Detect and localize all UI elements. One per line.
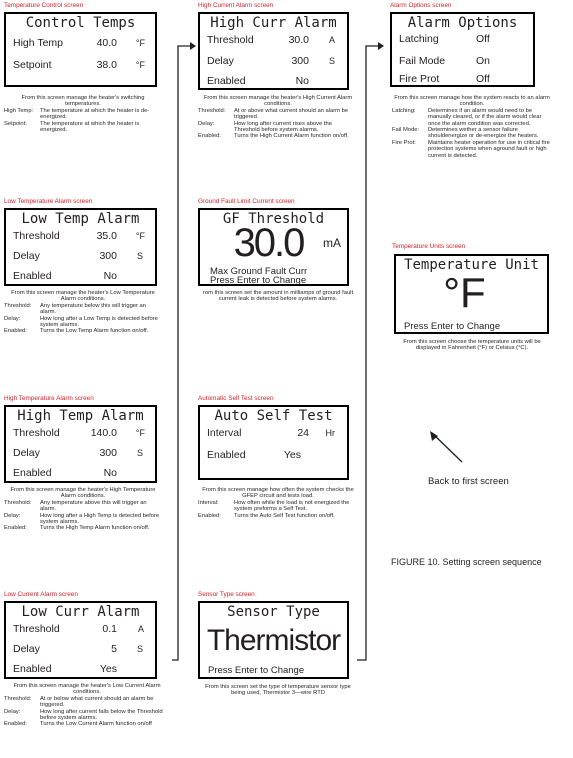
screen-title: Control Temps bbox=[25, 15, 136, 31]
row-label: Setpoint bbox=[13, 59, 52, 71]
interval-row: Interval 24 Hr bbox=[207, 427, 335, 439]
low-temp-caption: Low Temperature Alarm screen bbox=[4, 198, 93, 205]
enabled-row: Enabled No bbox=[207, 75, 309, 87]
fail-mode-row: Fail Mode On bbox=[399, 55, 491, 67]
gf-value: 30.0 bbox=[233, 221, 304, 265]
enabled-row: Enabled No bbox=[13, 270, 117, 282]
high-current-description: From this screen manage the heater's High Current Alarm conditions. Threshold: At or above what current should an alarm be triggered. Delay: How long after current rises above the Threshold before system alarms. Enabled: Turns the High Current Alarm function on/off. bbox=[198, 95, 353, 140]
high-current-screen bbox=[198, 12, 349, 90]
row-label: High Temp bbox=[13, 37, 63, 49]
screen-title: Alarm Options bbox=[407, 15, 518, 31]
delay-row: Delay 5 S bbox=[13, 643, 143, 655]
high-current-caption: High Current Alarm screen bbox=[198, 2, 274, 9]
arrowhead-col2 bbox=[190, 42, 196, 50]
screen-title: High Curr Alarm bbox=[210, 15, 337, 31]
row-unit: °F bbox=[135, 38, 145, 48]
threshold-row: Threshold 35.0 °F bbox=[13, 230, 145, 242]
threshold-row: Threshold 30.0 A bbox=[207, 34, 335, 46]
screen-title: Temperature Unit bbox=[404, 257, 539, 273]
description-item: High Temp: The temperature at which the heater is de-energized. bbox=[4, 107, 150, 121]
low-temp-description: From this screen manage the heater's Low Temperature Alarm conditions. Threshold: Any temperature below this will trigger an alarm. Delay: How long after a Low Temp is detected before system alarms. Enabled: Turns the Low Temp Alarm function on/off. bbox=[4, 290, 158, 335]
gf-unit: mA bbox=[323, 236, 341, 250]
gf-press-enter: Press Enter to Change bbox=[210, 275, 307, 286]
alarm-options-caption: Alarm Options screen bbox=[390, 2, 452, 9]
screen-title: Low Temp Alarm bbox=[21, 211, 140, 227]
description-intro: From this screen manage the heater's switching temperatures. bbox=[21, 95, 145, 108]
enabled-row: Enabled No bbox=[13, 467, 117, 479]
delay-row: Delay 300 S bbox=[13, 250, 143, 262]
back-to-first-label: Back to first screen bbox=[428, 476, 509, 487]
threshold-row: Threshold 0.1 A bbox=[13, 623, 144, 635]
temp-units-screen bbox=[394, 254, 549, 334]
temp-control-description bbox=[4, 95, 162, 133]
enabled-row: Enabled Yes bbox=[13, 663, 117, 675]
sensor-type-caption: Sensor Type screen bbox=[198, 591, 255, 598]
figure-caption: FIGURE 10. Setting screen sequence bbox=[391, 557, 542, 567]
arrowhead-col3 bbox=[378, 42, 384, 50]
description-item: Setpoint: The temperature at which the heater is energized. bbox=[4, 120, 140, 134]
sensor-type-description: From this screen set the type of temperature sensor type being used, Thermistor 3—wire RTD bbox=[205, 684, 351, 697]
self-test-screen bbox=[198, 405, 349, 480]
gf-threshold-description: rom this screen set the amount in milliamps of ground fault current leak is detected before system alarms. bbox=[202, 290, 354, 303]
gf-subtitle: Max Ground Fault Curr bbox=[210, 266, 308, 277]
screen-title: GF Threshold bbox=[222, 211, 325, 227]
high-temp-row bbox=[13, 36, 149, 50]
back-arrowhead bbox=[430, 431, 438, 441]
screen-title: High Temp Alarm bbox=[17, 408, 144, 424]
temp-units-description: From this screen choose the temperature units will be displayed in Fahrenheit (°F) or Celsius (°C). bbox=[403, 339, 541, 352]
connector-col2-col3 bbox=[357, 46, 378, 660]
screen-title: Sensor Type bbox=[227, 604, 320, 620]
sensor-type-screen bbox=[198, 601, 349, 679]
gf-threshold-caption: Ground Fault Limit Current screen bbox=[198, 198, 295, 205]
alarm-options-description: From this screen manage how the system reacts to an alarm condition. Latching: Determines if an alarm would need to be manually cleared, or if the alarm would clear once the alarm condition was corrected. Fail Mode: Determines wether a sensor failure shouldenergize or de-energize the heaters. Fire Prot: Maintains heater operation for use in critical fire protection systems when aground fault or high current is detected. bbox=[392, 95, 550, 159]
row-unit: °F bbox=[135, 60, 145, 70]
back-arrow-shaft bbox=[432, 433, 462, 462]
high-temp-caption: High Temperature Alarm screen bbox=[4, 395, 94, 402]
row-value: 40.0 bbox=[96, 37, 117, 49]
low-temp-screen bbox=[4, 208, 157, 286]
fire-prot-row: Fire Prot Off bbox=[399, 73, 490, 85]
low-current-description: From this screen manage the heater's Low Current Alarm conditions. Threshold: At or below what current should an alarm be triggered. Delay: How long after current falls below the Threshold before system alarms. Enabled: Turns the Low Current Alarm function on/off bbox=[4, 683, 163, 728]
high-temp-description: From this screen manage the heater's High Temperature Alarm conditions. Threshold: Any temperature above this will trigger an alarm. Delay: How long after a High Temp is detected before system alarms. Enabled: Turns the High Temp Alarm function on/off. bbox=[4, 487, 160, 532]
enabled-row: Enabled Yes bbox=[207, 449, 301, 461]
latching-row: Latching Off bbox=[399, 33, 490, 45]
self-test-caption: Automatic Self Test screen bbox=[198, 395, 274, 402]
connector-col1-col2 bbox=[172, 46, 190, 660]
setpoint-row bbox=[13, 58, 149, 72]
threshold-row: Threshold 140.0 °F bbox=[13, 427, 145, 439]
row-value: 38.0 bbox=[96, 59, 117, 71]
units-press-enter: Press Enter to Change bbox=[404, 321, 501, 332]
temp-control-caption: Temperature Control screen bbox=[4, 2, 84, 9]
temp-control-screen bbox=[4, 12, 157, 87]
alarm-options-screen bbox=[390, 12, 535, 87]
sensor-press-enter: Press Enter to Change bbox=[208, 665, 305, 676]
sensor-value: Thermistor bbox=[206, 624, 341, 657]
gf-threshold-screen bbox=[198, 208, 349, 286]
unit-value: °F bbox=[443, 269, 486, 316]
delay-row: Delay 300 S bbox=[13, 447, 143, 459]
delay-row: Delay 300 S bbox=[207, 55, 335, 67]
screen-title: Low Curr Alarm bbox=[21, 604, 140, 620]
low-current-caption: Low Current Alarm screen bbox=[4, 591, 78, 598]
screen-title: Auto Self Test bbox=[214, 408, 333, 424]
high-temp-screen bbox=[4, 405, 157, 483]
low-current-screen bbox=[4, 601, 157, 679]
self-test-description: From this screen manage how often the system checks the GFEP circuit and tests load. Interval: How often while the load is not energized the system preforms a Self Test. Enabled: Turns the Auto Self Test function on/off. bbox=[198, 487, 354, 519]
temp-units-caption: Temperature Units screen bbox=[392, 243, 466, 250]
